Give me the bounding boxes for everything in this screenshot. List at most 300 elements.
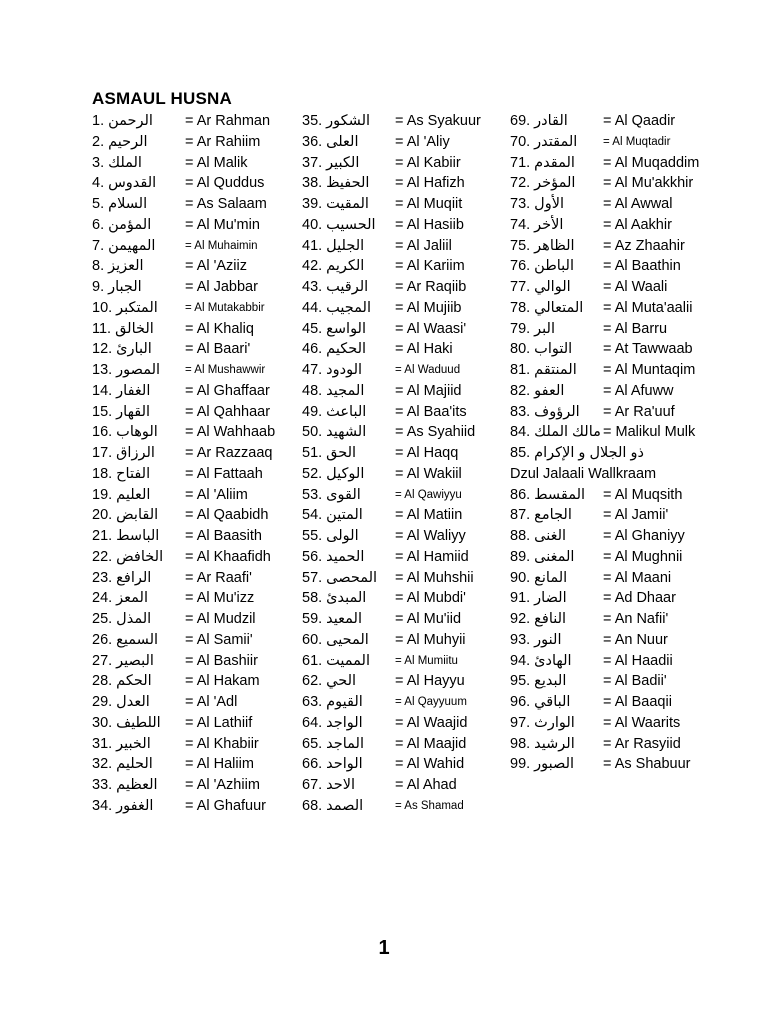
name-arabic: المجيب <box>326 299 371 316</box>
name-number: 73. <box>510 196 531 212</box>
name-arabic: الرافع <box>116 569 152 586</box>
list-item <box>510 339 730 360</box>
name-number: 90. <box>510 569 531 586</box>
list-item <box>92 485 312 506</box>
name-number: 97. <box>510 714 531 731</box>
name-arabic: مالك الملك <box>534 424 601 441</box>
name-number: 19. <box>92 486 113 503</box>
name-arabic: البارئ <box>116 341 152 358</box>
name-transliteration: = Al Mu'akkhir <box>603 175 694 192</box>
name-transliteration: = Al Hakam <box>185 673 260 690</box>
list-item <box>92 464 312 485</box>
name-number: 39. <box>302 196 323 212</box>
name-arabic: الأول <box>534 196 565 212</box>
name-arabic: الحكم <box>116 673 152 690</box>
name-number: 29. <box>92 694 113 710</box>
name-transliteration: = Al Qahhaar <box>185 403 271 420</box>
name-transliteration: = Al 'Aliy <box>395 133 450 150</box>
list-item <box>92 339 312 360</box>
list-item <box>510 547 730 568</box>
name-transliteration: = Ar Raqiib <box>395 279 467 295</box>
list-item <box>510 236 730 257</box>
name-arabic: المتكبر <box>116 299 158 316</box>
list-item <box>302 464 522 485</box>
name-arabic: المقتدر <box>534 133 578 150</box>
name-transliteration: = An Nuur <box>603 631 668 648</box>
name-transliteration: = Al Fattaah <box>185 465 263 482</box>
name-arabic: العفو <box>534 382 565 399</box>
name-number: 1. <box>92 113 105 129</box>
name-transliteration: = Ar Ra'uuf <box>603 403 675 420</box>
list-item <box>510 132 730 153</box>
name-transliteration: = Al Muqsith <box>603 486 683 503</box>
name-arabic: المصور <box>116 362 161 378</box>
name-number: 84. <box>510 424 531 441</box>
name-transliteration: = Ar Rasyiid <box>603 735 681 752</box>
name-arabic: المقيت <box>326 196 369 212</box>
name-number: 49. <box>302 403 323 420</box>
name-number: 54. <box>302 507 323 524</box>
name-arabic: الحي <box>326 673 357 690</box>
name-arabic: الاحد <box>326 777 356 793</box>
name-number: 30. <box>92 714 113 731</box>
list-item <box>92 713 312 734</box>
list-item <box>302 526 522 547</box>
name-arabic: القادر <box>534 113 568 129</box>
list-item <box>510 298 730 319</box>
list-item <box>510 671 730 692</box>
list-item <box>302 651 522 672</box>
name-transliteration: = An Nafii' <box>603 611 669 627</box>
name-transliteration: = Al Majiid <box>395 382 462 399</box>
name-arabic: المحيى <box>326 631 369 648</box>
list-item <box>92 132 312 153</box>
name-number: 28. <box>92 673 113 690</box>
name-transliteration: = Al Malik <box>185 154 248 171</box>
name-transliteration: = Al Barru <box>603 320 668 337</box>
list-item <box>302 173 522 194</box>
name-number: 10. <box>92 299 113 316</box>
name-transliteration: = Al Jabbar <box>185 279 258 295</box>
name-number: 27. <box>92 652 113 669</box>
list-item <box>302 734 522 755</box>
list-item <box>92 526 312 547</box>
list-item <box>510 609 730 630</box>
name-arabic: القوى <box>326 486 361 503</box>
name-arabic: الواحد <box>326 756 363 773</box>
list-item <box>510 505 730 526</box>
list-item <box>92 360 312 381</box>
name-arabic: الجامع <box>534 507 572 524</box>
list-item <box>92 153 312 174</box>
name-transliteration: = Al Muqaddim <box>603 154 700 171</box>
name-transliteration: = Al Waarits <box>603 714 681 731</box>
name-transliteration: = Al Muntaqim <box>603 362 696 378</box>
list-item <box>510 256 730 277</box>
name-arabic: الحق <box>326 445 357 461</box>
name-arabic: القدوس <box>108 175 157 192</box>
name-arabic: الماجد <box>326 735 364 752</box>
name-arabic: الخبير <box>116 735 151 752</box>
name-arabic: الباقي <box>534 694 571 710</box>
name-arabic: العظيم <box>116 777 158 793</box>
list-item <box>92 754 312 775</box>
name-arabic: العليم <box>116 486 151 503</box>
list-item <box>92 443 312 464</box>
name-arabic: الواسع <box>326 320 367 337</box>
name-arabic: الحسيب <box>326 216 376 233</box>
name-transliteration: = Al Muhyii <box>395 631 466 648</box>
list-item <box>510 588 730 609</box>
name-transliteration: = Al Wakiil <box>395 465 462 482</box>
name-arabic: الغنى <box>534 528 567 544</box>
name-number: 48. <box>302 382 323 399</box>
name-arabic: العدل <box>116 694 150 710</box>
list-item <box>510 568 730 589</box>
name-number: 3. <box>92 154 105 171</box>
name-number: 60. <box>302 631 323 648</box>
list-item <box>302 505 522 526</box>
list-item <box>302 111 522 132</box>
name-transliteration: = Al Mutakabbir <box>185 301 265 314</box>
list-item <box>302 402 522 423</box>
name-arabic: البديع <box>534 673 567 690</box>
list-item <box>92 215 312 236</box>
name-arabic: الودود <box>326 362 363 378</box>
name-arabic: المقسط <box>534 486 586 503</box>
name-arabic: الباطن <box>534 258 574 275</box>
name-transliteration: = Al Lathiif <box>185 714 253 731</box>
name-number: 89. <box>510 548 531 565</box>
name-arabic: الرؤوف <box>534 403 580 420</box>
name-transliteration: = Al Kabiir <box>395 154 461 171</box>
name-number: 33. <box>92 777 113 793</box>
name-transliteration: = Al Afuww <box>603 382 674 399</box>
name-arabic: الحميد <box>326 548 365 565</box>
name-number: 57. <box>302 569 323 586</box>
name-arabic: المحصى <box>326 569 378 586</box>
name-number: 18. <box>92 465 113 482</box>
name-number: 24. <box>92 590 113 607</box>
list-item <box>510 111 730 132</box>
name-transliteration: = Al Mujiib <box>395 299 462 316</box>
name-transliteration: = Al Wahid <box>395 756 465 773</box>
name-transliteration: = Al Qayyuum <box>395 696 467 708</box>
name-transliteration: = As Syahiid <box>395 424 476 441</box>
name-transliteration: = Al 'Adl <box>185 694 238 710</box>
name-transliteration: = Al Quddus <box>185 175 265 192</box>
name-number: 51. <box>302 445 323 461</box>
name-transliteration: = Al Mughnii <box>603 548 683 565</box>
name-transliteration: = Al Kariim <box>395 258 465 275</box>
name-transliteration: = Al Haqq <box>395 445 459 461</box>
name-transliteration: = Al Wahhaab <box>185 424 276 441</box>
list-item <box>510 360 730 381</box>
name-transliteration: = Al Waliyy <box>395 528 466 544</box>
name-transliteration: = Al Waasi' <box>395 320 467 337</box>
name-arabic: الصمد <box>326 797 364 814</box>
list-item <box>302 422 522 443</box>
list-item <box>510 173 730 194</box>
list-item <box>510 526 730 547</box>
name-transliteration: = Ad Dhaar <box>603 590 676 607</box>
name-transliteration: = Al Badii' <box>603 673 667 690</box>
name-arabic: النور <box>534 631 562 648</box>
name-number: 41. <box>302 237 323 254</box>
name-number: 99. <box>510 756 531 773</box>
name-transliteration: = Al Muqtadir <box>603 135 671 148</box>
name-arabic: الكريم <box>326 258 365 275</box>
name-transliteration: = Al Muhaimin <box>185 239 258 252</box>
name-transliteration: = Al Maani <box>603 569 672 586</box>
name-number: 95. <box>510 673 531 690</box>
name-arabic: المانع <box>534 569 568 586</box>
list-item <box>302 132 522 153</box>
name-number: 50. <box>302 424 323 441</box>
name-arabic: اللطيف <box>116 714 161 731</box>
name-arabic: التواب <box>534 341 573 358</box>
list-item <box>302 298 522 319</box>
name-number: 98. <box>510 735 531 752</box>
list-item <box>302 194 522 215</box>
name-transliteration: = Al Hafizh <box>395 175 465 192</box>
name-arabic: الغفور <box>116 797 154 814</box>
list-item <box>510 277 730 298</box>
name-number: 72. <box>510 175 531 192</box>
list-item <box>92 277 312 298</box>
name-number: 92. <box>510 611 531 627</box>
name-number: 55. <box>302 528 323 544</box>
list-item <box>92 671 312 692</box>
list-item <box>510 734 730 755</box>
name-number: 35. <box>302 113 323 129</box>
name-number: 44. <box>302 299 323 316</box>
name-number: 75. <box>510 237 531 254</box>
name-arabic: المعز <box>116 590 148 607</box>
name-arabic: الوكيل <box>326 465 365 482</box>
name-number: 32. <box>92 756 113 773</box>
list-item <box>510 381 730 402</box>
name-arabic: الوهاب <box>116 424 158 441</box>
name-number: 74. <box>510 216 531 233</box>
list-item <box>302 609 522 630</box>
name-transliteration: = Al Muhshii <box>395 569 474 586</box>
name-number: 16. <box>92 424 113 441</box>
list-item <box>302 319 522 340</box>
name-number: 5. <box>92 196 105 212</box>
name-arabic: الرزاق <box>116 445 155 461</box>
list-item <box>510 194 730 215</box>
name-transliteration: = Al Qawiyyu <box>395 488 462 501</box>
name-transliteration: = Malikul Mulk <box>603 424 696 441</box>
name-arabic: الحفيظ <box>326 175 370 192</box>
name-transliteration: = Ar Raafi' <box>185 569 252 586</box>
list-item <box>302 485 522 506</box>
name-number: 21. <box>92 528 113 544</box>
name-arabic: المتعالي <box>534 299 584 316</box>
names-column-2 <box>302 111 522 817</box>
name-arabic: المهيمن <box>108 237 156 254</box>
name-number: 22. <box>92 548 113 565</box>
name-arabic: المقدم <box>534 154 575 171</box>
name-arabic: الرحمن <box>108 113 153 129</box>
name-transliteration: = Al Mu'izz <box>185 590 255 607</box>
name-number: 69. <box>510 113 531 129</box>
list-item <box>510 754 730 775</box>
list-item <box>302 547 522 568</box>
name-transliteration: = Al Ahad <box>395 777 457 793</box>
list-item <box>302 381 522 402</box>
list-item <box>302 588 522 609</box>
name-transliteration: = Al Qaabidh <box>185 507 269 524</box>
name-number: 78. <box>510 299 531 316</box>
list-item <box>92 402 312 423</box>
name-number: 34. <box>92 797 113 814</box>
name-transliteration: = Al Haadii <box>603 652 673 669</box>
name-arabic: السلام <box>108 196 148 212</box>
name-transliteration: = Al Khaafidh <box>185 548 271 565</box>
name-transliteration: = Al Baaqii <box>603 694 672 710</box>
name-transliteration: = Al Mubdi' <box>395 590 466 607</box>
name-transliteration: = Al Khabiir <box>185 735 259 752</box>
name-transliteration: = Al Ghaffaar <box>185 382 270 399</box>
list-item <box>92 547 312 568</box>
list-item <box>510 651 730 672</box>
name-number: 11. <box>92 320 112 337</box>
name-number: 81. <box>510 362 531 378</box>
name-transliteration: = Al Mushawwir <box>185 364 266 376</box>
name-arabic: الجبار <box>108 279 142 295</box>
name-transliteration: = As Shamad <box>395 799 464 812</box>
name-number: 87. <box>510 507 531 524</box>
name-transliteration: = Ar Rahman <box>185 113 271 129</box>
list-item <box>302 443 522 464</box>
name-number: 68. <box>302 797 323 814</box>
name-number: 88. <box>510 528 531 544</box>
list-item <box>92 236 312 257</box>
list-item <box>302 277 522 298</box>
page-title: ASMAUL HUSNA <box>92 89 232 108</box>
name-number: 86. <box>510 486 531 503</box>
name-transliteration: = Al Samii' <box>185 631 253 648</box>
name-arabic: الكبير <box>326 154 360 171</box>
name-number: 15. <box>92 403 113 420</box>
name-arabic: ذو الجلال و الإكرام <box>534 445 644 461</box>
list-item <box>510 630 730 651</box>
name-transliteration: = Al Matiin <box>395 507 463 524</box>
name-transliteration: = Al Muta'aalii <box>603 299 693 316</box>
name-number: 58. <box>302 590 323 607</box>
name-arabic: الخافض <box>116 548 164 565</box>
name-number: 76. <box>510 258 531 275</box>
name-number: 7. <box>92 237 105 254</box>
names-column-1 <box>92 111 312 817</box>
name-arabic: البصير <box>116 652 154 669</box>
name-transliteration: = As Salaam <box>185 196 267 212</box>
name-arabic: المغنى <box>534 548 575 565</box>
name-number: 71. <box>510 154 531 171</box>
name-number: 67. <box>302 777 323 793</box>
name-transliteration: = Al Haliim <box>185 756 254 773</box>
name-arabic: القابض <box>116 507 159 524</box>
name-arabic: القهار <box>116 403 151 420</box>
name-transliteration: = Al Muqiit <box>395 196 463 212</box>
name-transliteration: = Al Waali <box>603 279 668 295</box>
name-number: 38. <box>302 175 323 192</box>
list-item <box>510 422 730 443</box>
list-item <box>302 671 522 692</box>
name-number: 61. <box>302 652 323 669</box>
name-number: 77. <box>510 279 531 295</box>
list-item <box>92 505 312 526</box>
list-item <box>92 256 312 277</box>
name-number: 53. <box>302 486 323 503</box>
name-arabic: المعيد <box>326 611 362 627</box>
name-number: 66. <box>302 756 323 773</box>
name-number: 8. <box>92 258 105 275</box>
name-number: 93. <box>510 631 531 648</box>
list-item <box>302 775 522 796</box>
name-transliteration: = Al Qaadir <box>603 113 676 129</box>
list-item <box>92 381 312 402</box>
name-transliteration: = Al Waajid <box>395 714 468 731</box>
name-number: 63. <box>302 694 323 710</box>
name-transliteration: = Al Baathin <box>603 258 681 275</box>
name-transliteration: = Al Bashiir <box>185 652 258 669</box>
name-arabic: البر <box>534 320 555 337</box>
list-item <box>92 568 312 589</box>
name-transliteration: = Al Haki <box>395 341 453 358</box>
name-number: 64. <box>302 714 323 731</box>
name-transliteration: = Al Baari' <box>185 341 251 358</box>
name-arabic: المنتقم <box>534 362 577 378</box>
name-transliteration: = Al Mudzil <box>185 611 256 627</box>
name-transliteration: = Al 'Aliim <box>185 486 248 503</box>
name-transliteration: = Al Khaliq <box>185 320 254 337</box>
name-number: 65. <box>302 735 323 752</box>
list-item <box>302 754 522 775</box>
list-item <box>92 609 312 630</box>
name-transliteration-heading: Dzul Jalaali Wallkraam <box>510 465 657 482</box>
name-arabic: الضار <box>534 590 567 607</box>
name-number: 56. <box>302 548 323 565</box>
name-number: 47. <box>302 362 323 378</box>
name-arabic: المؤمن <box>108 216 152 233</box>
name-transliteration: = Az Zhaahir <box>603 237 685 254</box>
name-number: 59. <box>302 611 323 627</box>
list-item <box>510 713 730 734</box>
name-number: 6. <box>92 216 105 233</box>
list-item <box>92 588 312 609</box>
name-arabic: الغفار <box>116 382 151 399</box>
name-arabic: المبدئ <box>326 590 367 607</box>
list-item <box>510 464 730 485</box>
name-number: 40. <box>302 216 323 233</box>
name-arabic: العلى <box>326 133 359 150</box>
name-transliteration: = Al Ghafuur <box>185 797 267 814</box>
name-arabic: السميع <box>116 631 159 648</box>
list-item <box>302 215 522 236</box>
list-item <box>302 630 522 651</box>
list-item <box>92 775 312 796</box>
list-item <box>92 173 312 194</box>
list-item <box>302 796 522 817</box>
name-number: 20. <box>92 507 113 524</box>
list-item <box>302 360 522 381</box>
list-item <box>510 485 730 506</box>
list-item <box>510 692 730 713</box>
name-transliteration: = Al Awwal <box>603 196 673 212</box>
